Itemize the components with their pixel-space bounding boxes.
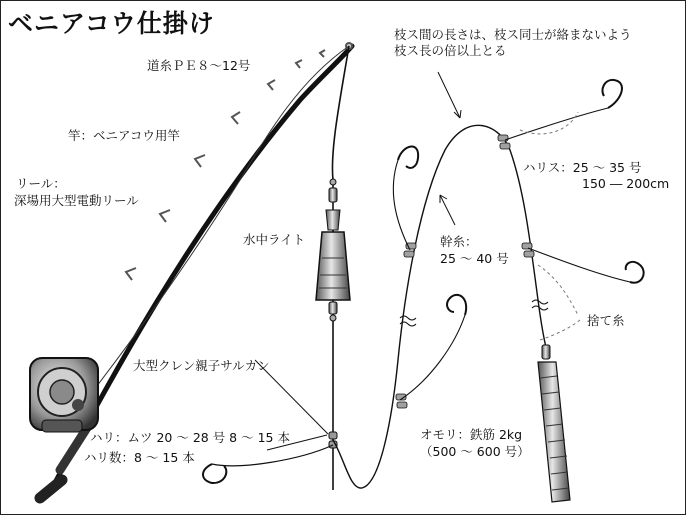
sinker-label-1: オモリ：鉄筋 2kg (420, 427, 523, 442)
underwater-light (316, 179, 350, 321)
diagram-title: ベニアコウ仕掛け (8, 9, 215, 38)
leader-label-2: 150 ― 200cm (582, 176, 670, 191)
reel-label-2: 深場用大型電動リール (14, 193, 139, 208)
trunk-label-1: 幹糸： (440, 234, 478, 249)
rod-label: 竿：ベニアコウ用竿 (68, 128, 180, 143)
leader-label-1: ハリス：25 〜 35 号 (523, 160, 642, 175)
branch-hooks (393, 80, 643, 400)
main-line (90, 46, 349, 490)
hook-label-2: ハリ数：8 〜 15 本 (84, 450, 195, 465)
sinker (538, 345, 570, 502)
break-marks (400, 300, 548, 326)
reel-label-1: リール： (16, 176, 66, 191)
annotation-leaders (255, 72, 461, 450)
branch-note-2: 枝ス長の倍以上とる (394, 43, 507, 58)
branch-swivels (396, 135, 534, 408)
sute-label: 捨て糸 (587, 313, 625, 328)
main-line-label: 道糸ＰＥ８〜12号 (147, 58, 251, 73)
reel (30, 358, 98, 432)
swivel-hook (203, 445, 333, 483)
hook-label-1: ハリ：ムツ 20 〜 28 号 8 〜 15 本 (90, 430, 290, 445)
light-label: 水中ライト (243, 232, 306, 247)
trunk-label-2: 25 〜 40 号 (440, 251, 509, 266)
swivel-label: 大型クレン親子サルカン (133, 358, 270, 373)
branch-note-1: 枝ス間の長さは、枝ス同士が絡まないよう (394, 27, 632, 42)
dashed-leaders (520, 112, 580, 340)
sinker-label-2: （500 〜 600 号） (420, 444, 530, 459)
